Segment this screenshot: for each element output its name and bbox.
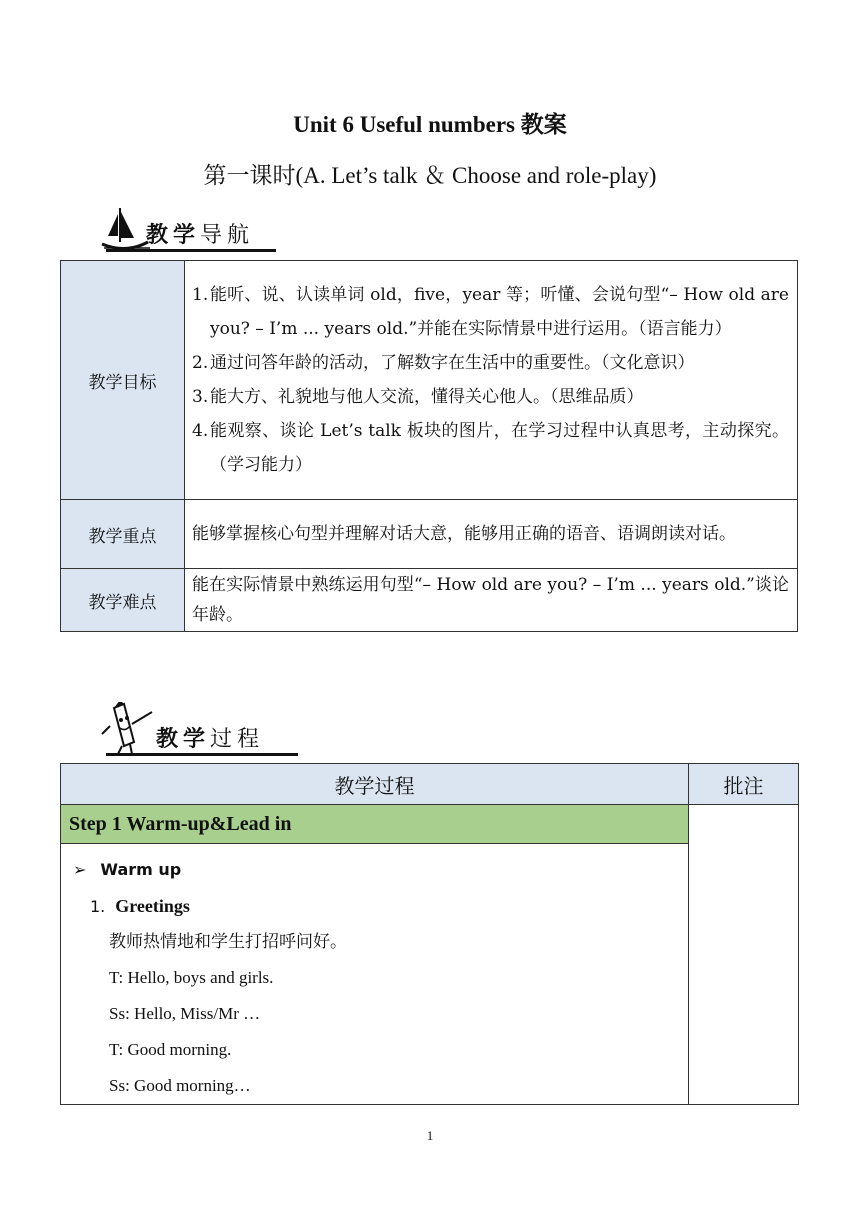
key-points-text: 能够掌握核心句型并理解对话大意，能够用正确的语音、语调朗读对话。 xyxy=(185,500,798,569)
step-title: Step 1 Warm-up&Lead in xyxy=(61,805,689,844)
objectives-cell xyxy=(185,261,798,500)
pencil-mascot-icon xyxy=(100,702,158,758)
nav-banner-underline xyxy=(106,249,276,252)
page-title: Unit 6 Useful numbers 教案 xyxy=(293,112,567,137)
sailboat-icon xyxy=(100,204,152,254)
nav-banner-bold: 教学 xyxy=(146,223,201,248)
objectives-label: 教学目标 xyxy=(61,261,185,500)
difficulty-text: 能在实际情景中熟练运用句型“– How old are you? – I’m ... years old.”谈论年龄。 xyxy=(185,569,798,632)
content-line: T: Good morning. xyxy=(109,1040,232,1059)
process-banner-bold: 教学 xyxy=(156,727,211,752)
content-line: T: Hello, boys and girls. xyxy=(109,968,274,987)
difficulty-label: 教学难点 xyxy=(61,569,185,632)
content-line: Ss: Good morning… xyxy=(109,1076,251,1095)
bullet-arrow-icon: ➢ xyxy=(73,860,87,879)
nav-banner xyxy=(100,204,280,264)
process-banner-underline xyxy=(106,753,298,756)
process-banner-light: 过程 xyxy=(210,727,265,752)
objective-item: 2. 通过问答年龄的活动，了解数字在生活中的重要性。（文化意识） xyxy=(192,353,695,373)
objective-item: 4. 能观察、谈论 Let’s talk 板块的图片，在学习过程中认真思考，主动探究。（学习能力） xyxy=(192,421,789,475)
warm-up-heading: ➢ Warm up xyxy=(73,860,182,879)
objective-item: 1. 能听、说、认读单词 old，five，year 等；听懂、会说句型“– How old are you? – I’m ... years old.”并能在实际情景中进行运用。（语言能力） xyxy=(192,285,789,339)
greetings-heading: 1. Greetings xyxy=(90,896,190,916)
notes-cell[interactable] xyxy=(689,805,799,1105)
process-column-header: 教学过程 xyxy=(61,764,689,805)
key-points-label: 教学重点 xyxy=(61,500,185,569)
notes-column-header: 批注 xyxy=(689,764,799,805)
objective-item: 3. 能大方、礼貌地与他人交流，懂得关心他人。（思维品质） xyxy=(192,387,644,407)
page-subtitle: 第一课时(A. Let’s talk ＆ Choose and role-play) xyxy=(203,163,657,188)
content-line: 教师热情地和学生打招呼问好。 xyxy=(109,932,347,952)
page-number: 1 xyxy=(426,1128,434,1143)
content-line: Ss: Hello, Miss/Mr … xyxy=(109,1004,261,1023)
teaching-guide-table xyxy=(60,260,798,632)
process-banner xyxy=(100,702,300,762)
step-content xyxy=(61,844,689,1105)
teaching-process-table xyxy=(60,763,799,1105)
nav-banner-light: 导航 xyxy=(200,223,255,248)
